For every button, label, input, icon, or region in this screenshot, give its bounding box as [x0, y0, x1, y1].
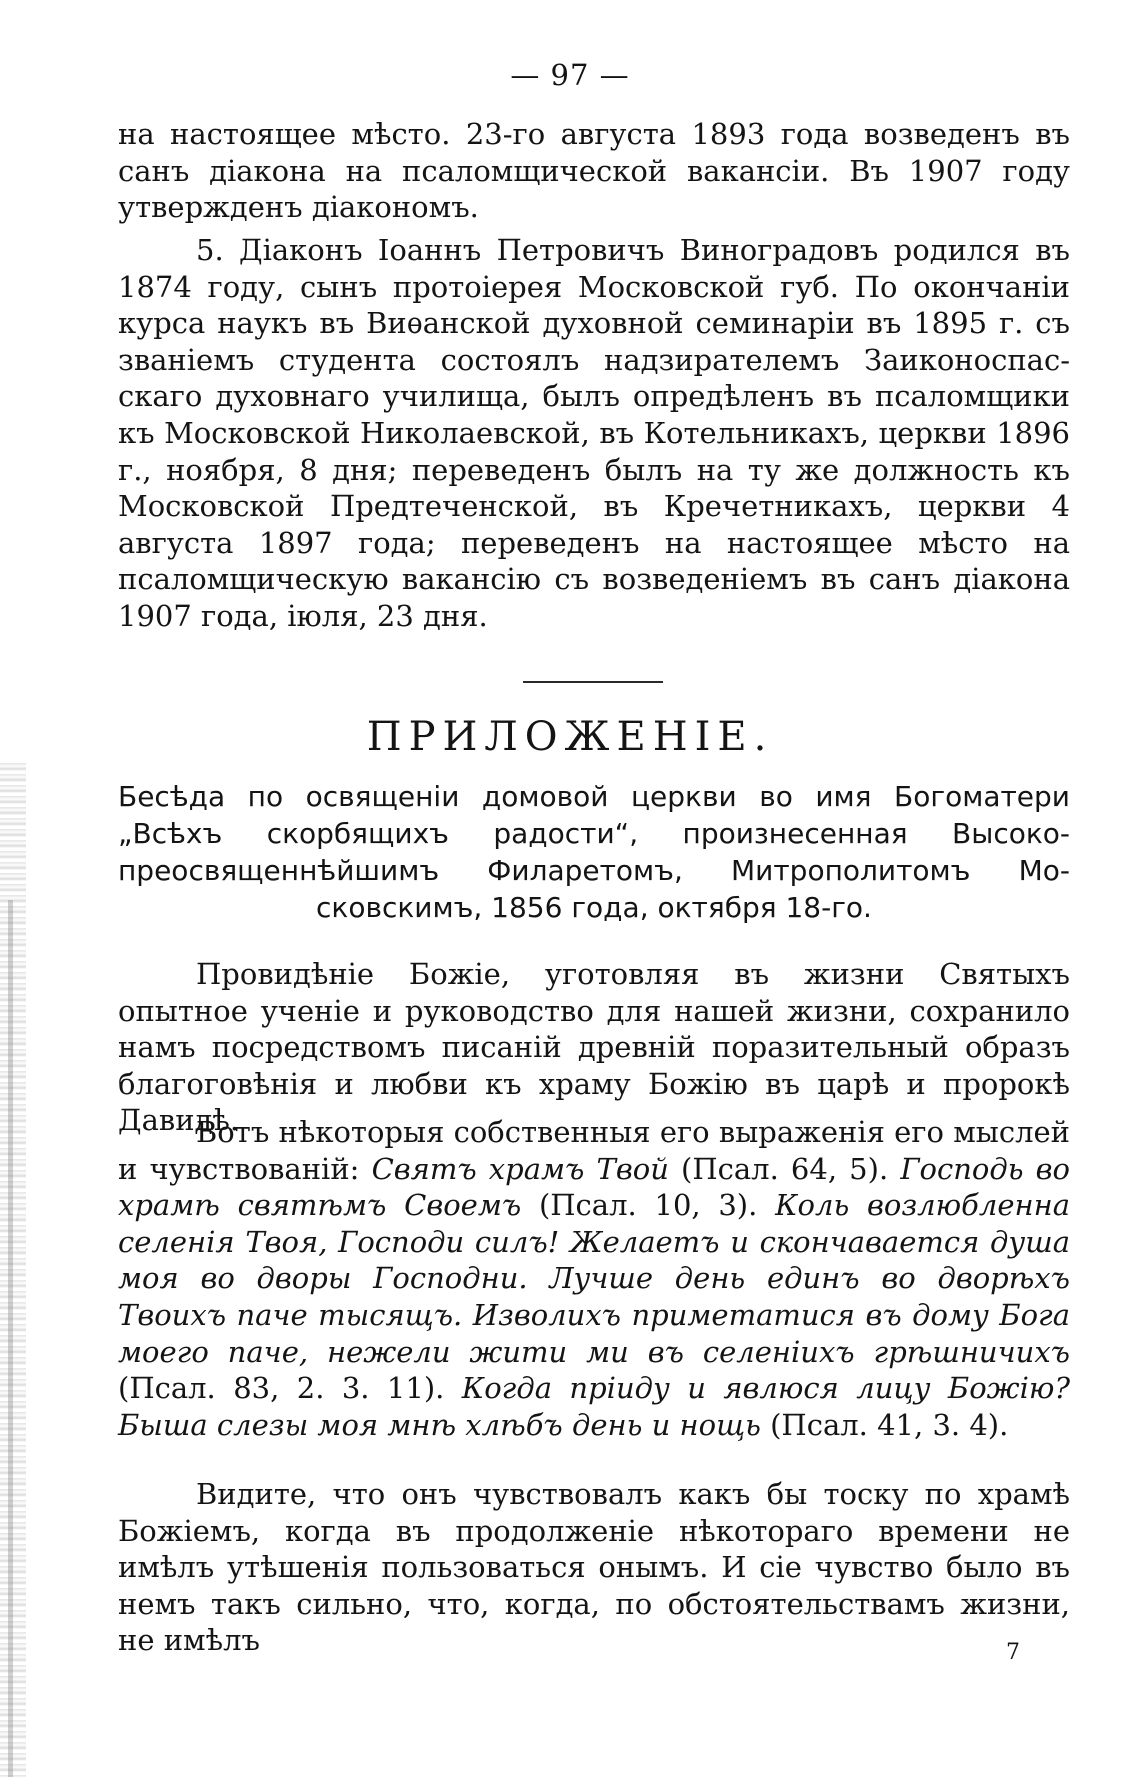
paragraph-3: Провидѣніе Божіе, уготовляя въ жизни Святыхъ опытное ученіе и руководство для нашей жизни, сохранило намъ посредствомъ писаній древній поразительный образъ благоговѣнія и любви къ храму Божію въ царѣ и пророкѣ Давидѣ.	[118, 957, 1070, 1138]
paragraph-5: Видите, что онъ чувствовалъ какъ бы тоску по храмѣ Божіемъ, когда въ продолженіе нѣкотораго времени не имѣлъ утѣшенія пользоваться онымъ. И сіе чувство было въ немъ такъ сильно, что, когда, по обстоятельствамъ жизни, не имѣлъ	[118, 1477, 1070, 1658]
psalm-quote-1: Святъ храмъ Твой	[371, 1151, 669, 1186]
psalm-quote-2: Господь во храмѣ святѣмъ Своемъ	[118, 1151, 1070, 1223]
sermon-title: Бесѣда по освященіи домовой церкви во имя Богоматери „Всѣхъ скорбящихъ радости“, произнесенная Высокопреосвященнѣйшимъ Филаретомъ, Митрополитомъ Московскимъ, 1856 года, октября 18-го.	[118, 780, 1070, 924]
psalm-ref-4: (Псал. 41, 3. 4).	[760, 1407, 1009, 1442]
paragraph-1: на настоящее мѣсто. 23-го августа 1893 года возведенъ въ санъ діакона на псаломщической вакансіи. Въ 1907 году утвержденъ діакономъ.	[118, 117, 1070, 225]
psalm-ref-1: (Псал. 64, 5).	[668, 1151, 901, 1186]
paragraph-4-text-1: Вотъ нѣкоторыя собственныя его выраженія его мыслей и чувствованій:	[118, 1115, 1070, 1186]
paragraph-2-vinogradov: 5. Діаконъ Іоаннъ Петровичъ Виноградовъ родился въ 1874 году, сынъ протоіерея Московской губ. По окончаніи курса наукъ въ Виѳанской духовной семинаріи въ 1895 г. съ званіемъ студента состоялъ надзирателемъ Заиконоспасскаго духовнаго училища, былъ опредѣленъ въ псаломщики къ Московской Николаевской, въ Котельникахъ, церкви 1896 г., ноября, 8 дня; переведенъ былъ на ту же должность къ Московской Предтеченской, въ Кречетникахъ, церкви 4 августа 1897 года; переведенъ на настоящее мѣсто на псаломщическую вакансію съ возведеніемъ въ санъ діакона 1907 года, іюля, 23 дня.	[118, 233, 1070, 633]
page-binding-edge	[0, 760, 26, 1777]
psalm-ref-2: (Псал. 10, 3).	[521, 1188, 776, 1223]
section-divider-rule	[523, 681, 663, 683]
psalm-ref-3: (Псал. 83, 2. 3. 11).	[118, 1371, 462, 1406]
psalm-quote-3: Коль возлюбленна селенія Твоя, Господи силъ! Желаетъ и скончавается душа моя во дворы Господни. Лучше день единъ во дворѣхъ Твоихъ паче тысящъ. Изволихъ приметатися въ дому Бога моего паче, нежели жити ми въ селеніихъ грѣшничихъ	[118, 1188, 1070, 1369]
signature-mark: 7	[1006, 1640, 1020, 1665]
page-number: — 97 —	[510, 58, 630, 92]
page-binding-shadow	[8, 900, 13, 1777]
paragraph-4-psalms	[118, 1114, 1070, 1443]
appendix-heading: ПРИЛОЖЕНІЕ.	[366, 714, 774, 760]
psalm-quote-4: Когда пріиду и явлюся лицу Божію? Быша слезы моя мнѣ хлѣбъ день и нощь	[118, 1371, 1070, 1442]
